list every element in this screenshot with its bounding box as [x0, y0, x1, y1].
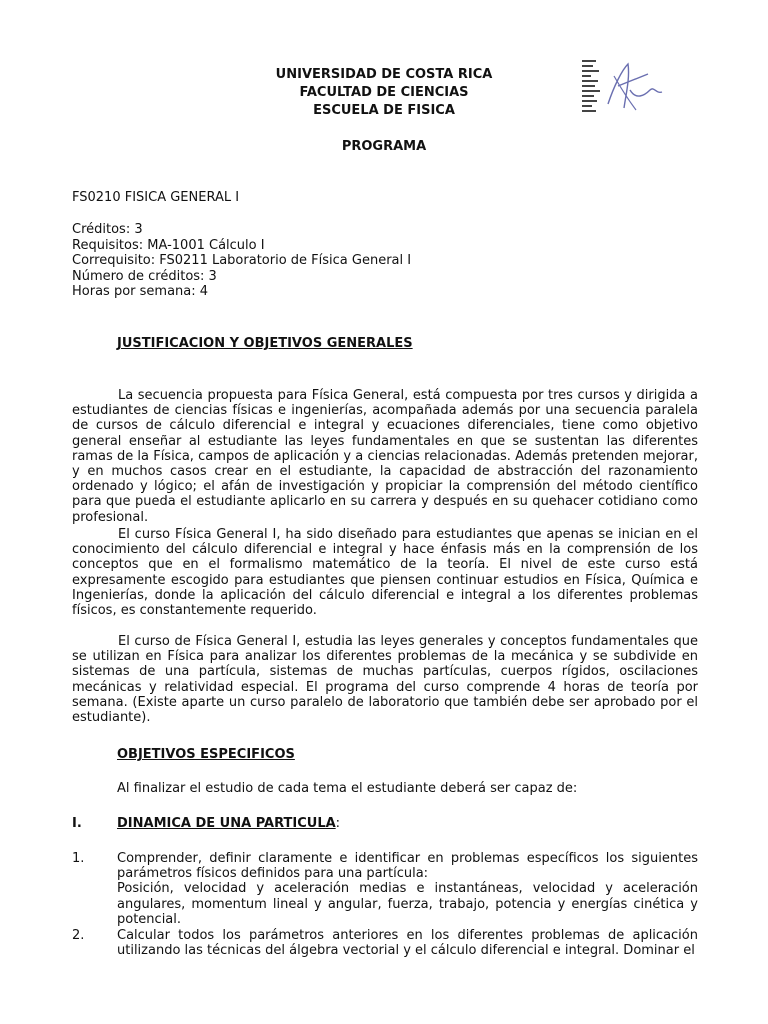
- objective-text: Calcular todos los parámetros anteriores en los diferentes problemas de aplicación utilizando las técnicas del álgebra vectorial y el cálculo diferencial e integral. Dominar el: [117, 928, 698, 959]
- section-title-colon: :: [335, 816, 341, 831]
- credits-line: Créditos: 3: [72, 222, 143, 237]
- justification-paragraph-1: La secuencia propuesta para Física General, está compuesta por tres cursos y dirigida a estudiantes de ciencias físicas e ingenierías, acompañada además por una secuencia paralela de cursos de cálculo diferencial e integral y ecuaciones diferenciales, tiene como objetivo general enseñar al estudiante las leyes fundamentales en que se sustentan las diferentes ramas de la Física, campos de aplicación y a ciencias relacionadas. Además pretenden mejorar, y en muchos casos crear en el estudiante, la capacidad de abstracción del razonamiento ordenado y lógico; el afán de investigación y propiciar la comprensión del método científico para que pueda el estudiante aplicarlo en su carrera y después en su quehacer cotidiano como profesional.: [72, 388, 698, 525]
- weekly-hours-line: Horas por semana: 4: [72, 284, 209, 299]
- digital-signature: [578, 56, 670, 120]
- objective-item: [72, 928, 698, 958]
- objective-text: Comprender, definir claramente e identificar en problemas específicos los siguientes parámetros físicos definidos para una partícula:: [117, 851, 698, 882]
- university-name: UNIVERSIDAD DE COSTA RICA: [275, 67, 493, 82]
- course-code-title: FS0210 FISICA GENERAL I: [72, 190, 240, 205]
- objectives-heading: OBJETIVOS ESPECIFICOS: [117, 747, 295, 762]
- justification-paragraph-3: El curso de Física General I, estudia las leyes generales y conceptos fundamentales que se utilizan en Física para analizar los diferentes problemas de la mecánica y se subdivide en sistemas de una partícula, sistemas de muchas partículas, cuerpos rígidos, oscilaciones mecánicas y relatividad especial. El programa del curso comprende 4 horas de teoría por semana. (Existe aparte un curso paralelo de laboratorio que también debe ser aprobado por el estudiante).: [72, 634, 698, 726]
- faculty-name: FACULTAD DE CIENCIAS: [299, 85, 469, 100]
- justification-heading: JUSTIFICACION Y OBJETIVOS GENERALES: [117, 336, 413, 351]
- objectives-intro: Al finalizar el estudio de cada tema el estudiante deberá ser capaz de:: [117, 781, 578, 796]
- school-name: ESCUELA DE FISICA: [313, 103, 455, 118]
- objective-item: [72, 851, 698, 927]
- section-title-text: DINAMICA DE UNA PARTICULA: [117, 816, 336, 831]
- document-title: PROGRAMA: [341, 139, 427, 154]
- section-number: I.: [72, 816, 82, 831]
- signature-mark-icon: [578, 56, 670, 120]
- requisites-line: Requisitos: MA-1001 Cálculo I: [72, 237, 265, 253]
- credit-count-line: Número de créditos: 3: [72, 268, 217, 284]
- justification-paragraph-2: El curso Física General I, ha sido diseñado para estudiantes que apenas se inician en el conocimiento del cálculo diferencial e integral y hace énfasis más en la comprensión de los conceptos que en el formalismo matemático de la teoría. El nivel de este curso está expresamente escogido para estudiantes que piensen continuar estudios en Física, Química e Ingenierías, donde la aplicación del cálculo diferencial e integral a los diferentes problemas físicos, es constantemente requerido.: [72, 527, 698, 619]
- course-meta: [72, 222, 698, 300]
- corequisite-line: Correquisito: FS0211 Laboratorio de Física General I: [72, 253, 412, 268]
- section-title: [117, 816, 340, 831]
- objective-number: 1.: [72, 851, 85, 866]
- objective-number: 2.: [72, 928, 85, 943]
- objective-text-continued: Posición, velocidad y aceleración medias e instantáneas, velocidad y aceleración angulares, momentum lineal y angular, fuerza, trabajo, potencia y energías cinética y potencial.: [117, 881, 698, 927]
